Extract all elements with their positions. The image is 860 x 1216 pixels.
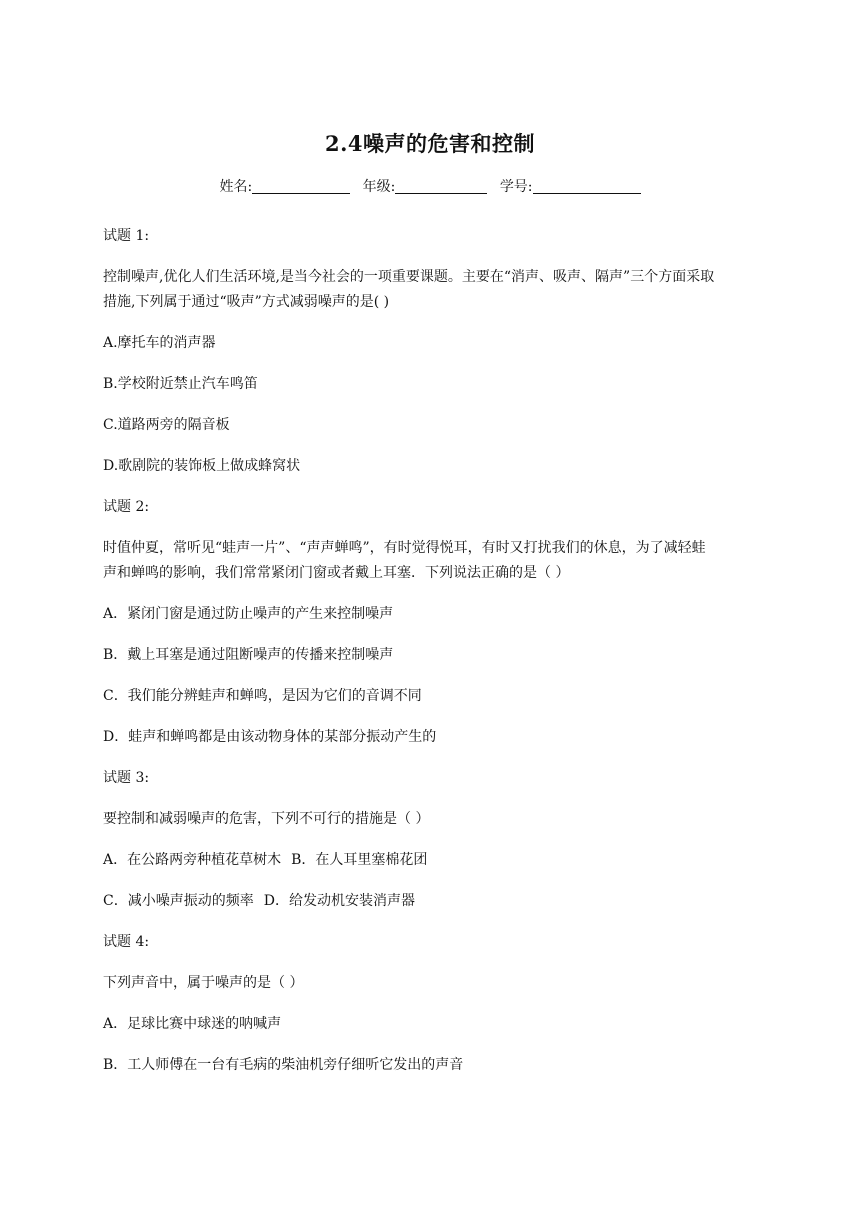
question-stem: 控制噪声,优化人们生活环境,是当今社会的一项重要课题。主要在“消声、吸声、隔声”三个方面采取 <box>103 269 715 285</box>
question-4 <box>103 934 763 1098</box>
option-c: C.道路两旁的隔音板 <box>103 417 230 433</box>
grade-label: 年级: <box>362 179 396 195</box>
option-row-ab <box>103 852 763 893</box>
option-d: D.歌剧院的装饰板上做成蜂窝状 <box>103 458 301 474</box>
id-blank <box>533 179 641 194</box>
option-b: B．戴上耳塞是通过阻断噪声的传播来控制噪声 <box>103 647 394 663</box>
name-field <box>219 176 350 196</box>
id-field <box>500 176 641 196</box>
name-blank <box>252 179 350 194</box>
option-c: C．我们能分辨蛙声和蝉鸣，是因为它们的音调不同 <box>103 688 422 704</box>
grade-field <box>363 176 488 196</box>
option-b: B.学校附近禁止汽车鸣笛 <box>103 376 258 392</box>
question-stem: 要控制和减弱噪声的危害，下列不可行的措施是（ ） <box>103 811 430 827</box>
question-stem: 下列声音中，属于噪声的是（ ） <box>103 975 304 991</box>
question-heading: 试题 3: <box>103 770 150 786</box>
question-stem: 时值仲夏，常听见“蛙声一片”、“声声蝉鸣”，有时觉得悦耳，有时又打扰我们的休息，为了减轻蛙 <box>103 540 706 556</box>
option-c: C．减小噪声振动的频率 <box>103 893 254 909</box>
question-heading: 试题 4: <box>103 934 150 950</box>
question-1 <box>103 228 763 499</box>
question-3 <box>103 770 763 934</box>
option-row-cd <box>103 893 763 934</box>
questions-content <box>103 228 763 1098</box>
option-d: D．蛙声和蝉鸣都是由该动物身体的某部分振动产生的 <box>103 729 437 745</box>
option-a: A.摩托车的消声器 <box>103 335 216 351</box>
option-b: B．工人师傅在一台有毛病的柴油机旁仔细听它发出的声音 <box>103 1057 464 1073</box>
name-label: 姓名: <box>219 179 253 195</box>
question-2 <box>103 499 763 770</box>
option-a: A．足球比赛中球迷的呐喊声 <box>103 1016 282 1032</box>
question-stem: 措施,下列属于通过“吸声”方式减弱噪声的是( ) <box>103 294 390 310</box>
option-a: A．在公路两旁种植花草树木 <box>103 852 282 868</box>
question-heading: 试题 2: <box>103 499 150 515</box>
option-a: A．紧闭门窗是通过防止噪声的产生来控制噪声 <box>103 606 394 622</box>
question-heading: 试题 1: <box>103 228 150 244</box>
id-label: 学号: <box>499 179 533 195</box>
grade-blank <box>395 179 487 194</box>
option-b: B．在人耳里塞棉花团 <box>291 852 428 868</box>
question-stem: 声和蝉鸣的影响，我们常常紧闭门窗或者戴上耳塞．下列说法正确的是（ ） <box>103 565 570 581</box>
option-d: D．给发动机安装消声器 <box>263 893 415 909</box>
student-info-line <box>0 176 860 196</box>
document-title: 2.4噪声的危害和控制 <box>324 131 536 156</box>
